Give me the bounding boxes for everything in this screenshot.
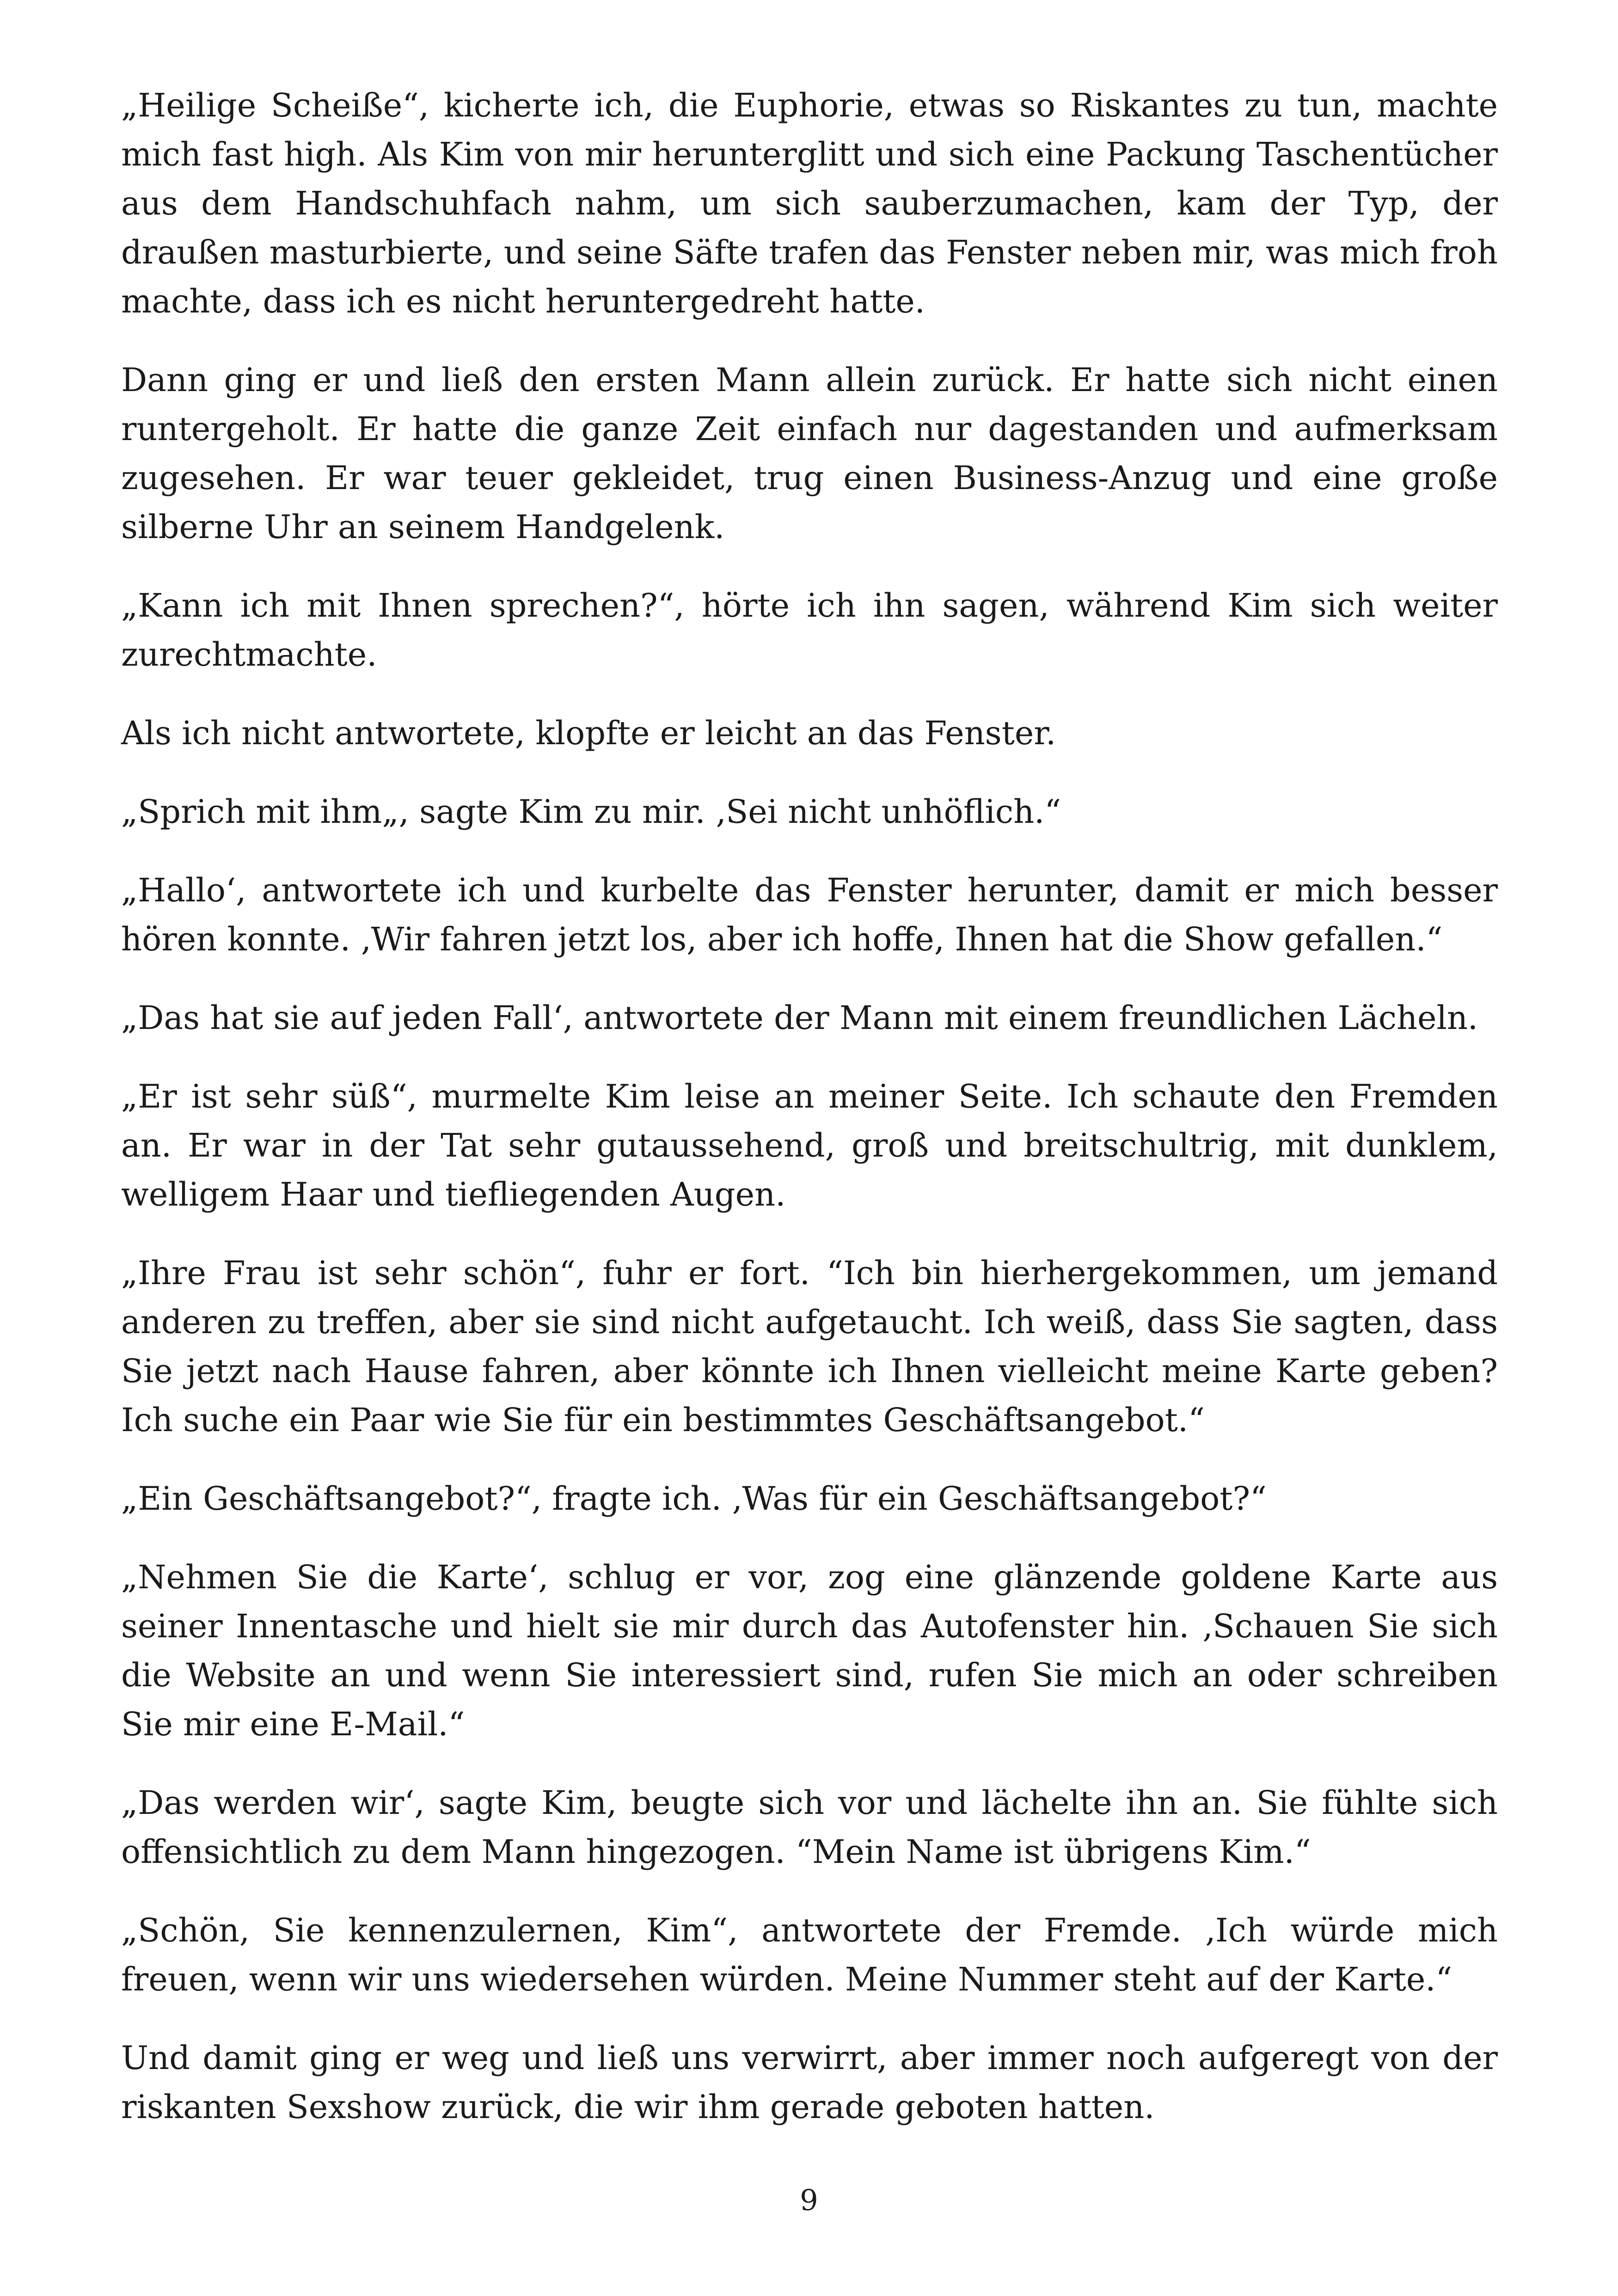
paragraph: „Ein Geschäftsangebot?“, fragte ich. ‚Was für ein Geschäftsangebot?“ [121,1480,1267,1518]
paragraph: „Ihre Frau ist sehr schön“, fuhr er fort. “Ich bin hierhergekommen, um jemand anderen zu treffen, aber sie sind nicht aufgetaucht. Ich weiß, dass Sie sagten, dass Sie jetzt nach Hause fahren, aber könnte ich Ihnen vielleicht meine Karte geben? Ich suche ein Paar wie Sie für ein bestimmtes Geschäftsangebot.“ [121,1254,1498,1439]
paragraph: „Er ist sehr süß“, murmelte Kim leise an meiner Seite. Ich schaute den Fremden an. Er war in der Tat sehr gutaussehend, groß und breitschultrig, mit dunklem, welligem Haar und tiefliegenden Augen. [121,1078,1498,1213]
paragraph: „Schön, Sie kennenzulernen, Kim“, antwortete der Fremde. ‚Ich würde mich freuen, wenn wir uns wiedersehen würden. Meine Nummer steht auf der Karte.“ [121,1911,1498,1998]
paragraph: „Heilige Scheiße“, kicherte ich, die Euphorie, etwas so Riskantes zu tun, machte mich fast high. Als Kim von mir herunterglitt und sich eine Packung Taschentücher aus dem Handschuhfach nahm, um sich sauberzumachen, kam der Typ, der draußen masturbierte, und seine Säfte trafen das Fenster neben mir, was mich froh machte, dass ich es nicht heruntergedreht hatte. [121,86,1498,320]
paragraph: „Das werden wir‘, sagte Kim, beugte sich vor und lächelte ihn an. Sie fühlte sich offensichtlich zu dem Mann hingezogen. “Mein Name ist übrigens Kim.“ [121,1784,1498,1871]
paragraph: Als ich nicht antwortete, klopfte er leicht an das Fenster. [121,714,1056,752]
paragraph: „Hallo‘, antwortete ich und kurbelte das Fenster herunter, damit er mich besser hören konnte. ‚Wir fahren jetzt los, aber ich hoffe, Ihnen hat die Show gefallen.“ [121,871,1498,958]
paragraph: „Nehmen Sie die Karte‘, schlug er vor, zog eine glänzende goldene Karte aus seiner Innentasche und hielt sie mir durch das Autofenster hin. ‚Schauen Sie sich die Website an und wenn Sie interessiert sind, rufen Sie mich an oder schreiben Sie mir eine E-Mail.“ [121,1558,1498,1743]
paragraph: Dann ging er und ließ den ersten Mann allein zurück. Er hatte sich nicht einen runtergeholt. Er hatte die ganze Zeit einfach nur dagestanden und aufmerksam zugesehen. Er war teuer gekleidet, trug einen Business-Anzug und eine große silberne Uhr an seinem Handgelenk. [121,361,1498,546]
body-text [121,81,1498,2131]
paragraph: „Sprich mit ihm„, sagte Kim zu mir. ‚Sei nicht unhöflich.“ [121,793,1061,831]
paragraph: Und damit ging er weg und ließ uns verwirrt, aber immer noch aufgeregt von der riskanten Sexshow zurück, die wir ihm gerade geboten hatten. [121,2039,1498,2126]
paragraph: „Kann ich mit Ihnen sprechen?“, hörte ich ihn sagen, während Kim sich weiter zurechtmachte. [121,587,1498,673]
paragraph: „Das hat sie auf jeden Fall‘, antwortete der Mann mit einem freundlichen Lächeln. [121,999,1478,1037]
page-number: 9 [800,2183,818,2217]
